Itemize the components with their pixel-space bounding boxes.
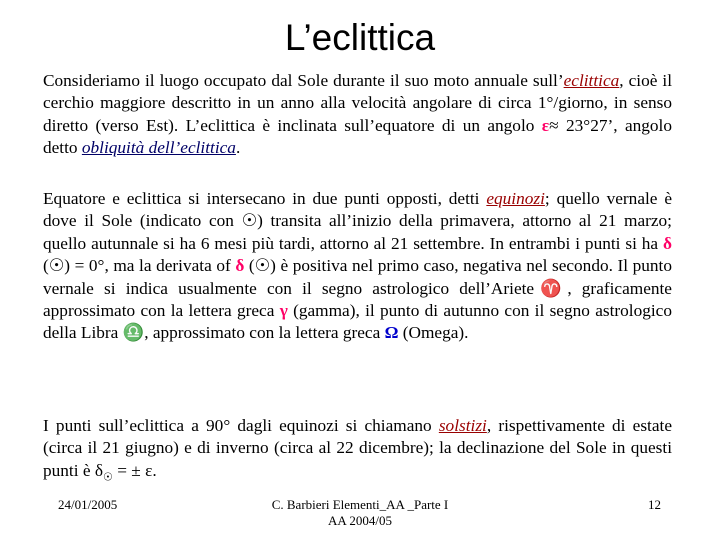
text: ≈ 23°27’, angolo detto — [43, 115, 672, 158]
footer-author — [210, 497, 510, 529]
aries-symbol: ♈ — [534, 278, 568, 298]
text: ; quello vernale è dove il Sole (indicato con ☉) transita all’inizio della primavera, attorno al 21 marzo; quello autunnale si ha 6 mesi più tardi, attorno al 21 settembre. In entrambi i punti si ha — [43, 189, 672, 253]
text: (Omega). — [398, 323, 469, 343]
sun-subscript: ☉ — [103, 471, 113, 484]
delta-symbol: δ — [94, 460, 103, 480]
paragraph-equinoxes — [43, 188, 672, 345]
term-equinozi: equinozi — [486, 189, 545, 208]
paragraph-solstices — [43, 415, 672, 489]
text: (gamma), il punto di autunno con il segno astrologico della Libra — [43, 301, 672, 343]
text: I punti sull’eclittica a 90° dagli equinozi si chiamano — [43, 416, 439, 435]
slide-title: L’eclittica — [284, 17, 436, 58]
term-eclittica: eclittica — [563, 71, 620, 90]
footer-author-line: C. Barbieri Elementi_AA _Parte I — [271, 497, 449, 512]
term-solstizi: solstizi — [438, 416, 487, 435]
libra-symbol: ♎ — [122, 323, 145, 343]
text: , approssimato con la lettera greca — [144, 323, 385, 343]
text: = ± ε. — [112, 460, 157, 480]
footer-page-number: 12 — [648, 497, 661, 512]
term-obliquita: obliquità dell’eclittica — [81, 138, 236, 158]
text: (☉) = 0°, ma la derivata of — [43, 256, 236, 276]
delta-symbol: δ — [235, 256, 245, 276]
epsilon-symbol: ε — [541, 115, 550, 135]
footer-author-line: AA 2004/05 — [328, 513, 392, 528]
text: , graficamente approssimato con la lettera greca — [43, 278, 672, 321]
text: , rispettivamente di estate (circa il 21 giugno) e di inverno (circa al 22 dicembre); la declinazione del Sole in questi punti è — [43, 416, 672, 480]
paragraph-ecliptic-definition — [43, 70, 672, 160]
delta-symbol: δ — [663, 233, 672, 253]
text: Consideriamo il luogo occupato dal Sole durante il suo moto annuale sull’ — [43, 71, 564, 90]
gamma-symbol: γ — [279, 301, 288, 321]
text: (☉) è positiva nel primo caso, negativa nel secondo. Il punto vernale si indica usualmente con il segno astrologico dell’Ariete — [43, 256, 672, 298]
footer-date: 24/01/2005 — [58, 497, 118, 512]
text: Equatore e eclittica si intersecano in due punti opposti, detti — [43, 189, 487, 208]
text: , cioè il cerchio maggiore descritto in un anno alla velocità angolare di circa 1°/giorno, in senso diretto (verso Est). L’eclittica è inclinata sull’equatore di un angolo — [43, 71, 672, 135]
omega-symbol: Ω — [384, 323, 399, 343]
text: . — [235, 138, 241, 158]
